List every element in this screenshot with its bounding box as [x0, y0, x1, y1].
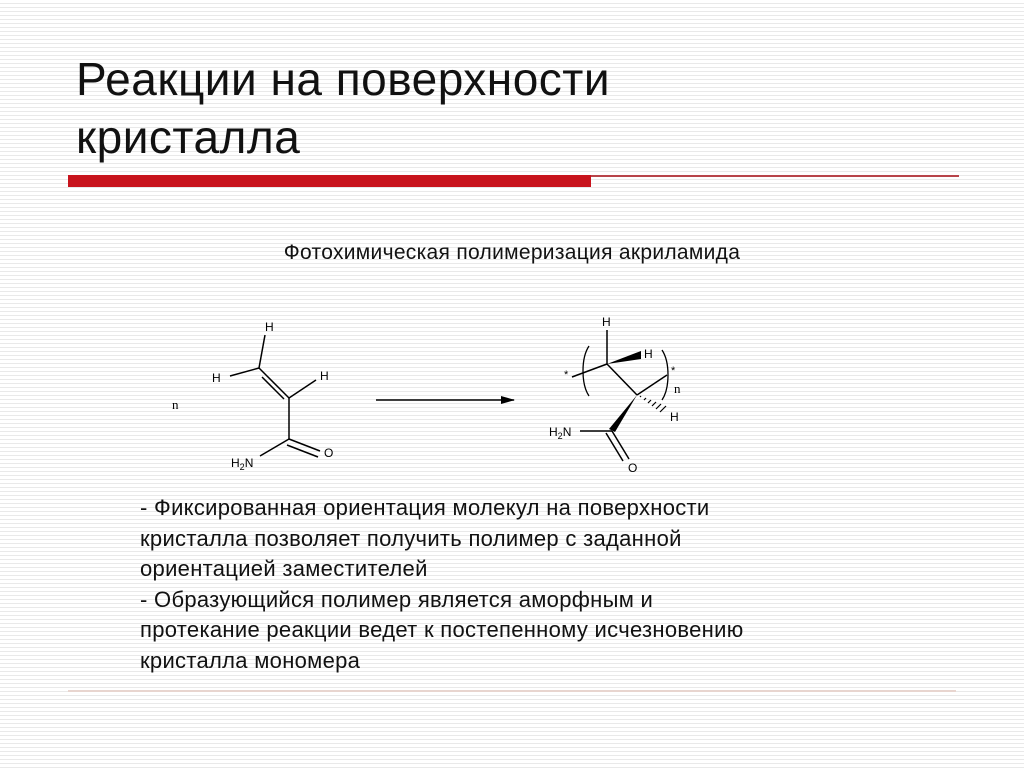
- hashed-bond-h-lower: [640, 396, 666, 412]
- double-bond-co-a: [612, 431, 629, 459]
- atom-oxygen: O: [324, 446, 334, 460]
- bond-c1-h-top: [259, 335, 265, 368]
- atom-h-upper-right: H: [644, 347, 653, 361]
- double-bond-co-a: [289, 439, 320, 451]
- amine-group-label: $H_2N$: [231, 456, 254, 472]
- bond-c1-h-left: [230, 368, 259, 376]
- atom-h-top: H: [602, 315, 611, 329]
- bullet-1-line-1: - Фиксированная ориентация молекул на поверхности: [140, 495, 710, 520]
- atom-oxygen: O: [628, 461, 638, 475]
- polymer-end-left: *: [564, 369, 569, 381]
- bullet-2-line-3: кристалла мономера: [140, 647, 361, 673]
- bullet-1-line-3: ориентацией заместителей: [140, 556, 428, 581]
- bullet-1-line-2: кристалла позволяет получить полимер с заданной: [140, 525, 682, 551]
- bond-c-c: [607, 364, 637, 395]
- double-bond-line-a: [259, 368, 289, 398]
- monomer-coefficient: n: [172, 397, 179, 412]
- bond-c3-n: [260, 439, 289, 456]
- wedge-bond-h-upper: [607, 351, 641, 364]
- double-bond-co-b: [606, 433, 623, 461]
- slide-body: [140, 493, 960, 676]
- polymer-end-right: *: [671, 365, 676, 377]
- repeat-bracket-right: [662, 350, 668, 400]
- bullet-2-line-1: - Образующийся полимер является аморфным и: [140, 586, 654, 612]
- repeat-count-n: n: [674, 381, 681, 396]
- atom-h-left: H: [212, 371, 221, 385]
- double-bond-line-b: [262, 377, 284, 399]
- bond-chain-left: [572, 364, 607, 377]
- polymer-structure: [549, 315, 681, 475]
- bullet-2-line-2: протекание реакции ведет к постепенному исчезновению: [140, 617, 744, 642]
- amine-group-label: $H_2N$: [549, 425, 572, 441]
- atom-h-top: H: [265, 320, 274, 334]
- wedge-bond-carbonyl: [609, 395, 637, 432]
- title-line-2: кристалла: [76, 111, 301, 163]
- bond-c2-h: [289, 380, 316, 398]
- atom-h-right: H: [320, 369, 329, 383]
- atom-h-lower-right: H: [670, 410, 679, 424]
- footer-divider: [68, 690, 956, 692]
- monomer-structure: [172, 320, 333, 472]
- scheme-caption: Фотохимическая полимеризация акриламида: [283, 241, 741, 264]
- title-line-1: Реакции на поверхности: [76, 53, 611, 105]
- double-bond-co-b: [287, 445, 318, 457]
- bond-chain-right: [637, 375, 667, 395]
